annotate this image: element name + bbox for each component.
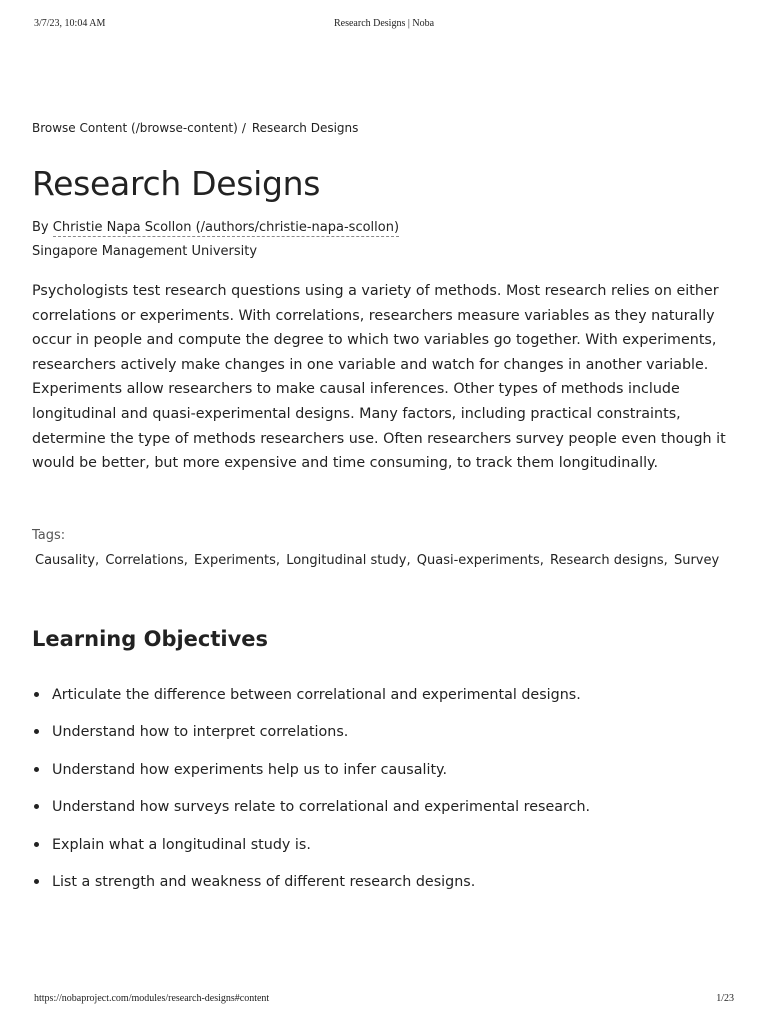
- tag-causality[interactable]: Causality,: [35, 553, 100, 568]
- list-item: [32, 684, 590, 721]
- bullet-icon: [34, 692, 39, 697]
- tag-experiments[interactable]: Experiments,: [194, 553, 281, 568]
- author-link[interactable]: Christie Napa Scollon (/authors/christie-napa-scollon): [52, 220, 400, 235]
- learning-objectives-heading: Learning Objectives: [32, 627, 269, 651]
- abstract: Psychologists test research questions using a variety of methods. Most research relies on either correlations or experiments. With correlations, researchers measure variables as they naturally occur in people and compute the degree to which two variables go together. With experiments, researchers actively make changes in one variable and watch for changes in another variable. Experiments allow researchers to make causal inferences. Other types of methods include longitudinal and quasi-experimental designs. Many factors, including practical constraints, determine the type of methods researchers use. Often researchers survey people even though it would be better, but more expensive and time consuming, to track them longitudinally.: [32, 283, 726, 472]
- bullet-icon: [34, 729, 39, 734]
- objective-text: Understand how to interpret correlations.: [52, 724, 349, 741]
- tag-survey[interactable]: Survey: [673, 553, 720, 568]
- objective-text: Understand how experiments help us to infer causality.: [52, 761, 448, 778]
- list-item: [32, 871, 590, 908]
- print-url: https://nobaproject.com/modules/research-designs#content: [34, 993, 270, 1004]
- breadcrumb: [32, 121, 358, 135]
- tag-quasi-experiments[interactable]: Quasi-experiments,: [416, 553, 544, 568]
- objective-text: Understand how surveys relate to correlational and experimental research.: [52, 799, 591, 816]
- print-page-number: 1/23: [716, 993, 734, 1004]
- objective-text: Articulate the difference between correlational and experimental designs.: [52, 687, 581, 703]
- bullet-icon: [34, 879, 39, 884]
- learning-objectives-list: [32, 684, 590, 908]
- tag-correlations[interactable]: Correlations,: [105, 553, 188, 568]
- print-page-title: Research Designs | Noba: [333, 18, 435, 29]
- list-item: [32, 796, 590, 833]
- bullet-icon: [34, 842, 39, 847]
- tags-label: Tags:: [32, 528, 66, 543]
- bullet-icon: [34, 804, 39, 809]
- tags-list: [35, 553, 721, 568]
- bullet-icon: [34, 767, 39, 772]
- byline: [32, 220, 399, 235]
- page-title: Research Designs: [32, 164, 321, 203]
- breadcrumb-current: Research Designs: [251, 121, 359, 135]
- list-item: [32, 721, 590, 758]
- objective-text: Explain what a longitudinal study is.: [52, 836, 311, 853]
- breadcrumb-browse-link[interactable]: Browse Content (/browse-content): [32, 121, 238, 135]
- objective-text: List a strength and weakness of different research designs.: [52, 873, 476, 890]
- tag-longitudinal-study[interactable]: Longitudinal study,: [286, 553, 411, 568]
- tag-research-designs[interactable]: Research designs,: [550, 553, 668, 568]
- list-item: [32, 834, 590, 871]
- byline-prefix: By: [32, 220, 49, 235]
- list-item: [32, 759, 590, 796]
- author-affiliation: Singapore Management University: [32, 244, 258, 259]
- breadcrumb-separator: /: [241, 121, 246, 135]
- print-datetime: 3/7/23, 10:04 AM: [34, 18, 106, 29]
